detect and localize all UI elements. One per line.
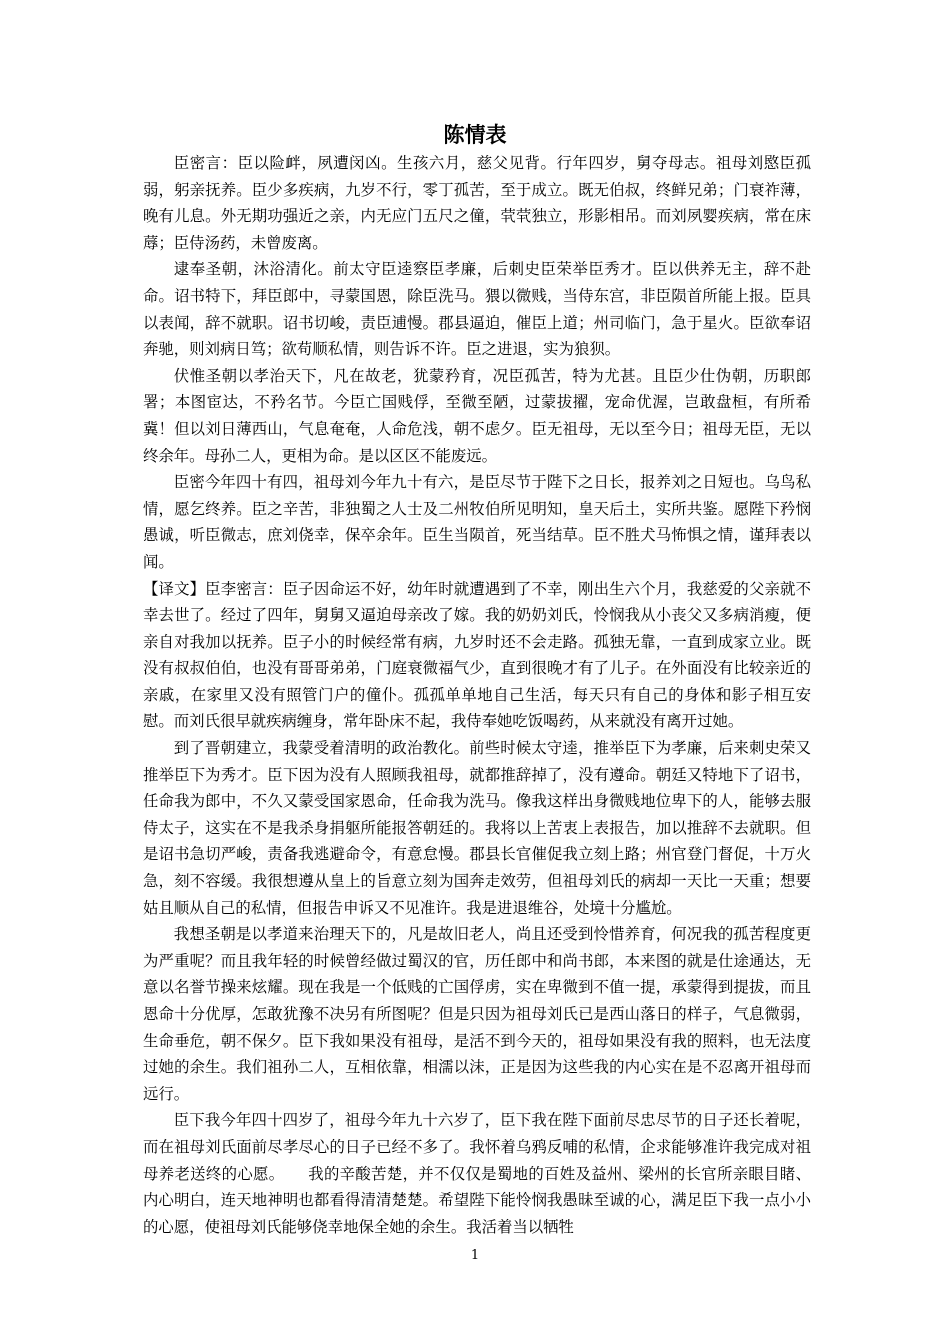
- translation-paragraph-3: 我想圣朝是以孝道来治理天下的，凡是故旧老人，尚且还受到怜惜养育，何况我的孤苦程度更为严重呢？而且我年轻的时候曾经做过蜀汉的官，历任郎中和尚书郎，本来图的就是仕途通达，无意以名誉节操来炫耀。现在我是一个低贱的亡国俘虏，实在卑微到不值一提，承蒙得到提拔，而且恩命十分优厚，怎敢犹豫不决另有所图呢？但是只因为祖母刘氏已是西山落日的样子，气息微弱，生命垂危，朝不保夕。臣下我如果没有祖母，是活不到今天的，祖母如果没有我的照料，也无法度过她的余生。我们祖孙二人，互相依靠，相濡以沫，正是因为这些我的内心实在是不忍离开祖母而远行。: [143, 925, 811, 1103]
- translation-paragraph-2: 到了晋朝建立，我蒙受着清明的政治教化。前些时候太守逵，推举臣下为孝廉，后来刺史荣又推举臣下为秀才。臣下因为没有人照顾我祖母，就都推辞掉了，没有遵命。朝廷又特地下了诏书，任命我为郎中，不久又蒙受国家恩命，任命我为洗马。像我这样出身微贱地位卑下的人，能够去服侍太子，这实在不是我杀身捐躯所能报答朝廷的。我将以上苦衷上表报告，加以推辞不去就职。但是诏书急切严峻，责备我逃避命令，有意怠慢。郡县长官催促我立刻上路；州官登门督促，十万火急，刻不容缓。我很想遵从皇上的旨意立刻为国奔走效劳，但祖母刘氏的病却一天比一天重；想要姑且顺从自己的私情，但报告申诉又不见准许。我是进退维谷，处境十分尴尬。: [143, 739, 811, 917]
- translation-tag: 【译文】: [143, 579, 206, 598]
- page-number: 1: [470, 1248, 480, 1263]
- original-paragraph-2: 逮奉圣朝，沐浴清化。前太守臣逵察臣孝廉，后刺史臣荣举臣秀才。臣以供养无主，辞不赴命。诏书特下，拜臣郎中，寻蒙国恩，除臣洗马。猥以微贱，当侍东宫，非臣陨首所能上报。臣具以表闻，辞不就职。诏书切峻，责臣逋慢。郡县逼迫，催臣上道；州司临门，急于星火。臣欲奉诏奔驰，则刘病日笃；欲苟顺私情，则告诉不许。臣之进退，实为狼狈。: [143, 260, 811, 359]
- document-title: 陈情表: [443, 123, 507, 147]
- original-paragraph-4: 臣密今年四十有四，祖母刘今年九十有六，是臣尽节于陛下之日长，报养刘之日短也。乌鸟私情，愿乞终养。臣之辛苦，非独蜀之人士及二州牧伯所见明知，皇天后土，实所共鉴。愿陛下矜悯愚诚，听臣微志，庶刘侥幸，保卒余年。臣生当陨首，死当结草。臣不胜犬马怖惧之情，谨拜表以闻。: [143, 473, 811, 571]
- translation-paragraph-4: 臣下我今年四十四岁了，祖母今年九十六岁了，臣下我在陛下面前尽忠尽节的日子还长着呢，而在祖母刘氏面前尽孝尽心的日子已经不多了。我怀着乌鸦反哺的私情，企求能够准许我完成对祖母养老送终的心愿。 我的辛酸苦楚，并不仅仅是蜀地的百姓及益州、梁州的长官所亲眼目睹、内心明白，连天地神明也都看得清清楚楚。希望陛下能怜悯我愚昧至诚的心，满足臣下我一点小小的心愿，使祖母刘氏能够侥幸地保全她的余生。我活着当以牺牲: [143, 1111, 811, 1236]
- translation-paragraph-1: [143, 576, 811, 736]
- original-paragraph-1: 臣密言：臣以险衅，夙遭闵凶。生孩六月，慈父见背。行年四岁，舅夺母志。祖母刘愍臣孤弱，躬亲抚养。臣少多疾病，九岁不行，零丁孤苦，至于成立。既无伯叔，终鲜兄弟；门衰祚薄，晚有儿息。外无期功强近之亲，内无应门五尺之僮，茕茕独立，形影相吊。而刘夙婴疾病，常在床蓐；臣侍汤药，未曾废离。: [143, 154, 811, 252]
- translation-paragraph-1-text: 臣李密言：臣子因命运不好，幼年时就遭遇到了不幸，刚出生六个月，我慈爱的父亲就不幸去世了。经过了四年，舅舅又逼迫母亲改了嫁。我的奶奶刘氏，怜悯我从小丧父又多病消瘦，便亲自对我加以抚养。臣子小的时候经常有病，九岁时还不会走路。孤独无靠，一直到成家立业。既没有叔叔伯伯，也没有哥哥弟弟，门庭衰微福气少，直到很晚才有了儿子。在外面没有比较亲近的亲戚，在家里又没有照管门户的僮仆。孤孤单单地自己生活，每天只有自己的身体和影子相互安慰。而刘氏很早就疾病缠身，常年卧床不起，我侍奉她吃饭喝药，从来就没有离开过她。: [143, 579, 811, 731]
- document-body: [143, 150, 811, 1240]
- original-paragraph-3: 伏惟圣朝以孝治天下，凡在故老，犹蒙矜育，况臣孤苦，特为尤甚。且臣少仕伪朝，历职郎署；本图宦达，不矜名节。今臣亡国贱俘，至微至陋，过蒙拔擢，宠命优渥，岂敢盘桓，有所希冀！但以刘日薄西山，气息奄奄，人命危浅，朝不虑夕。臣无祖母，无以至今日；祖母无臣，无以终余年。母孙二人，更相为命。是以区区不能废远。: [143, 366, 811, 465]
